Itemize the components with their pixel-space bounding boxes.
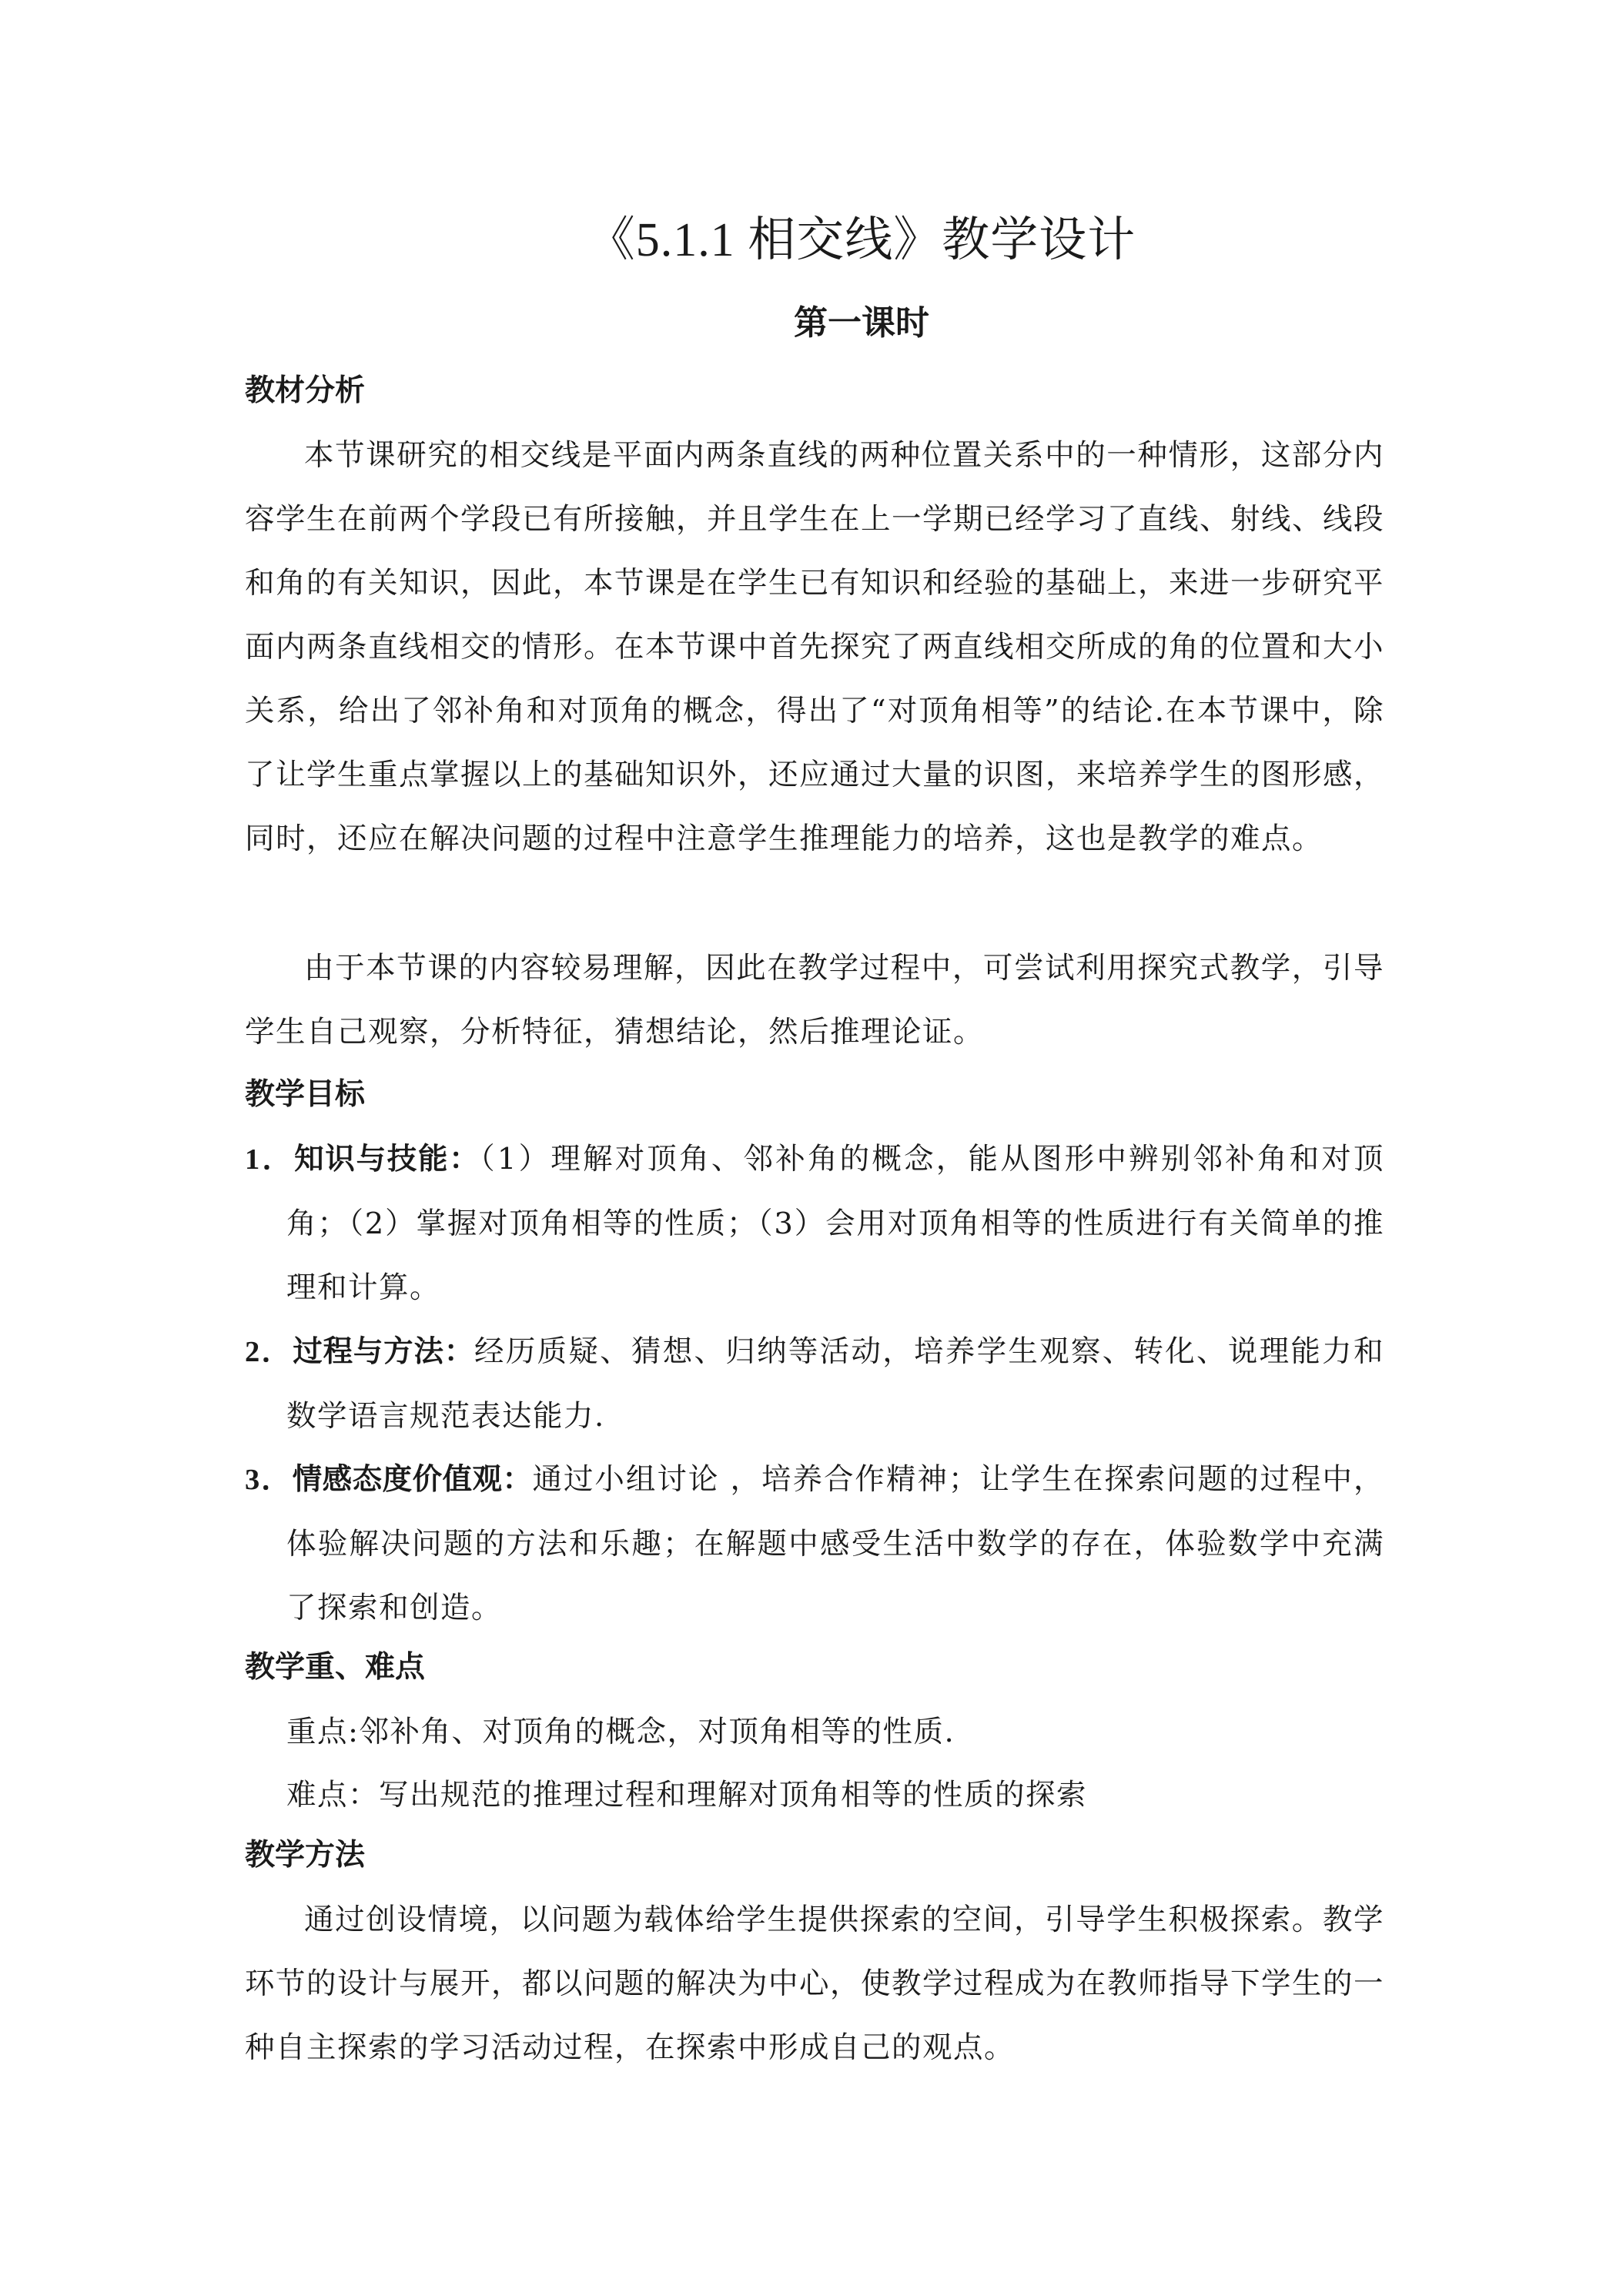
section-heading-analysis: 教材分析 bbox=[245, 373, 366, 408]
document-title: 《5.1.1 相交线》教学设计 bbox=[587, 214, 1136, 266]
goal-item-text: （1）理解对顶角、邻补角的概念，能从图形中辨别邻补角和对顶角；（2）掌握对顶角相等的性质；（3）会用对顶角相等的性质进行有关简单的推理和计算。 bbox=[286, 1142, 1384, 1305]
document-subtitle: 第一课时 bbox=[794, 303, 929, 343]
analysis-paragraph-1: 本节课研究的相交线是平面内两条直线的两种位置关系中的一种情形，这部分内容学生在前两个学段已有所接触，并且学生在上一学期已经学习了直线、射线、线段和角的有关知识，因此，本节课是在学生已有知识和经验的基础上，来进一步研究平面内两条直线相交的情形。在本节课中首先探究了两直线相交所成的角的位置和大小关系，给出了邻补角和对顶角的概念，得出了“对顶角相等”的结论.在本节课中，除了让学生重点掌握以上的基础知识外，还应通过大量的识图，来培养学生的图形感，同时，还应在解决问题的过程中注意学生推理能力的培养，这也是教学的难点。 bbox=[245, 438, 1385, 856]
analysis-paragraph-2: 由于本节课的内容较易理解，因此在教学过程中，可尝试利用探究式教学，引导学生自己观察，分析特征，猜想结论，然后推理论证。 bbox=[245, 951, 1384, 1049]
section-heading-method: 教学方法 bbox=[245, 1838, 366, 1873]
goal-item-label: 过程与方法： bbox=[293, 1334, 475, 1369]
section-heading-key-points: 教学重、难点 bbox=[245, 1650, 426, 1685]
goal-item-number: 3． bbox=[245, 1464, 293, 1496]
goal-item-text: 经历质疑、猜想、归纳等活动，培养学生观察、转化、说理能力和数学语言规范表达能力. bbox=[286, 1334, 1384, 1434]
goal-item-number: 1． bbox=[245, 1143, 295, 1176]
goal-item-2 bbox=[245, 1320, 1384, 1448]
goal-item-1 bbox=[245, 1127, 1384, 1320]
section-heading-goals: 教学目标 bbox=[245, 1077, 366, 1112]
goal-item-text: 通过小组讨论 ，培养合作精神；让学生在探索问题的过程中，体验解决问题的方法和乐趣；在解题中感受生活中数学的存在，体验数学中充满了探索和创造。 bbox=[286, 1462, 1384, 1625]
goal-item-label: 知识与技能： bbox=[294, 1142, 480, 1176]
goal-item-number: 2． bbox=[245, 1336, 293, 1368]
key-points-difficulty: 难点：写出规范的推理过程和理解对顶角相等的性质的探索 bbox=[286, 1778, 1088, 1812]
goal-item-label: 情感态度价值观： bbox=[292, 1462, 533, 1497]
key-points-focus: 重点:邻补角、对顶角的概念，对顶角相等的性质. bbox=[286, 1715, 955, 1749]
goal-item-3 bbox=[245, 1448, 1384, 1640]
method-paragraph: 通过创设情境，以问题为载体给学生提供探索的空间，引导学生积极探索。教学环节的设计与展开，都以问题的解决为中心，使教学过程成为在教师指导下学生的一种自主探索的学习活动过程，在探索中形成自己的观点。 bbox=[245, 1903, 1385, 2065]
